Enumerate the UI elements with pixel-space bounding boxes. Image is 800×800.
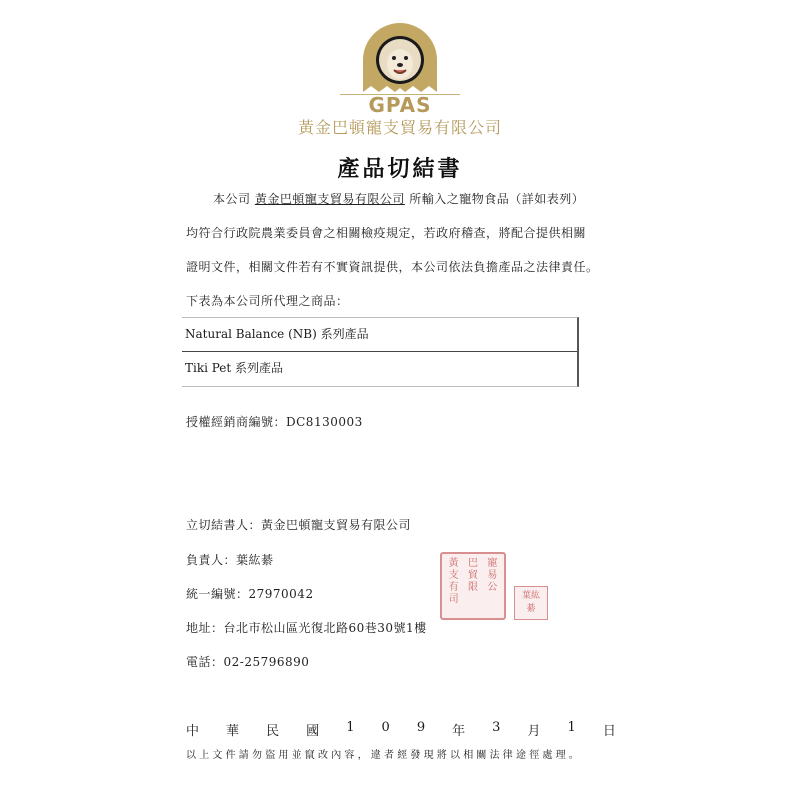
tax-id: 統一編號：27970042 [186, 587, 314, 601]
seal-char: 公 [487, 582, 498, 593]
line1-prefix: 本公司 [213, 192, 251, 206]
paragraph-line-2: 均符合行政院農業委員會之相關檢疫規定，若政府稽查，將配合提供相關 [186, 226, 587, 240]
date-part: 3 [492, 720, 501, 735]
company-logo [355, 22, 445, 97]
signatory: 立切結書人：黃金巴頓寵支貿易有限公司 [186, 518, 412, 532]
date-part: 日 [602, 724, 616, 739]
seal-char: 易 [487, 570, 498, 581]
document-title: 產品切結書 [337, 156, 463, 182]
product-table [182, 317, 579, 387]
footer-notice: 以上文件請勿盜用並竄改內容，違者經發現將以相關法律途徑處理。 [186, 750, 582, 761]
seal-char: 司 [448, 594, 459, 605]
date-part: 國 [306, 724, 320, 739]
phone: 電話：02-25796890 [186, 655, 310, 669]
date-part: 9 [416, 720, 426, 735]
date-part: 0 [381, 720, 390, 735]
seal-char: 支 [448, 570, 459, 581]
personal-seal-stamp [514, 586, 548, 620]
table-row: Natural Balance (NB) 系列產品 [185, 327, 369, 341]
paragraph-line-3: 證明文件，相關文件若有不實資訊提供，本公司依法負擔產品之法律責任。 [186, 260, 599, 274]
date-part: 1 [346, 720, 355, 735]
paragraph-line-1 [213, 190, 584, 207]
date-part: 年 [452, 724, 466, 739]
company-name-underlined: 黃金巴頓寵支貿易有限公司 [254, 192, 405, 206]
seal-char: 有 [448, 582, 459, 593]
table-intro: 下表為本公司所代理之商品： [186, 294, 349, 308]
document-date [186, 720, 616, 739]
date-part: 月 [527, 724, 541, 739]
date-part: 華 [226, 724, 240, 739]
date-part: 1 [567, 720, 576, 735]
seal-char: 貿 [467, 570, 478, 581]
seal-char: 巴 [467, 558, 478, 569]
dealer-id: 授權經銷商編號：DC8130003 [186, 415, 363, 429]
seal-char: 寵 [487, 558, 498, 569]
date-part: 民 [266, 724, 280, 739]
table-row: Tiki Pet 系列產品 [182, 351, 577, 385]
dog-badge-icon [355, 22, 445, 97]
personal-seal-text: 葉紘綦 [521, 591, 540, 614]
company-name-header: 黃金巴頓寵支貿易有限公司 [297, 118, 502, 137]
seal-char: 黃 [448, 558, 459, 569]
brand-name: GPAS [368, 93, 432, 117]
company-seal-stamp [440, 552, 506, 620]
line1-suffix: 所輸入之寵物食品（詳如表列） [409, 192, 585, 206]
date-part: 中 [186, 724, 200, 739]
seal-char: 限 [467, 582, 478, 593]
address: 地址：台北市松山區光復北路60巷30號1樓 [186, 621, 427, 635]
responsible-person: 負責人：葉紘綦 [186, 553, 274, 567]
